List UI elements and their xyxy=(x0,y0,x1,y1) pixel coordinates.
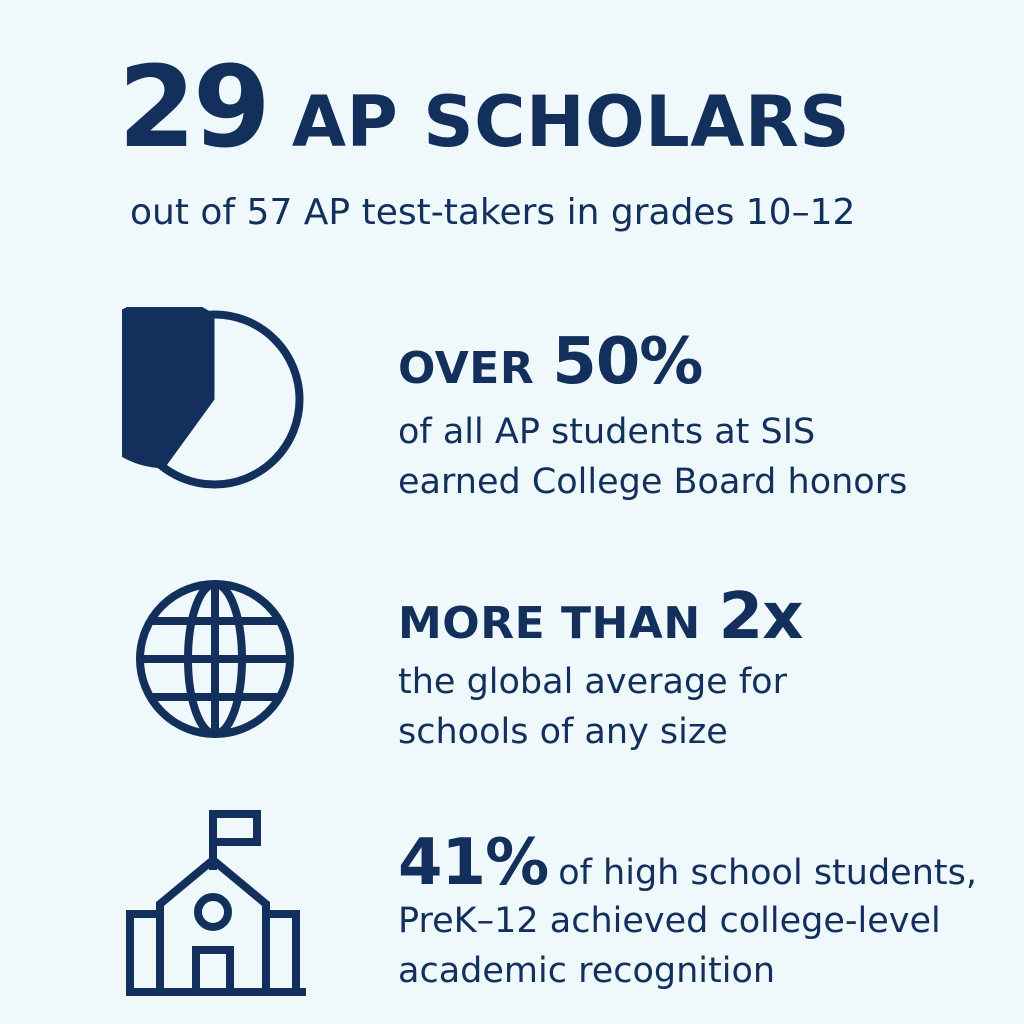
stat-more-lead: MORE THAN xyxy=(398,598,701,649)
stat-more-line-1: the global average for xyxy=(398,662,787,702)
stat-more-title xyxy=(398,580,803,654)
globe-icon xyxy=(134,578,296,740)
stat-over-line-2: earned College Board honors xyxy=(398,462,908,502)
stat-more-description xyxy=(398,657,787,757)
headline xyxy=(118,43,998,173)
stat-more-line-2: schools of any size xyxy=(398,712,728,752)
stat-over-title xyxy=(398,325,703,399)
stat-recognition-description xyxy=(398,896,941,996)
school-building-icon xyxy=(126,808,306,998)
stat-recognition-line-2: academic recognition xyxy=(398,951,776,991)
stat-over-value: 50% xyxy=(552,325,703,399)
scholar-count: 29 xyxy=(118,43,268,173)
pie-chart-icon xyxy=(122,307,307,492)
stat-over-lead: OVER xyxy=(398,343,535,394)
subtitle: out of 57 AP test-takers in grades 10–12 xyxy=(130,192,856,233)
stat-recognition-title xyxy=(398,826,977,900)
scholar-label: AP SCHOLARS xyxy=(291,81,851,163)
stat-recognition-inline-text: of high school students, xyxy=(558,853,977,893)
stat-recognition-value: 41% xyxy=(398,826,549,900)
stat-recognition-line-1: PreK–12 achieved college-level xyxy=(398,901,941,941)
stat-more-value: 2x xyxy=(718,580,803,654)
stat-over-description xyxy=(398,407,907,507)
stat-over-line-1: of all AP students at SIS xyxy=(398,412,816,452)
